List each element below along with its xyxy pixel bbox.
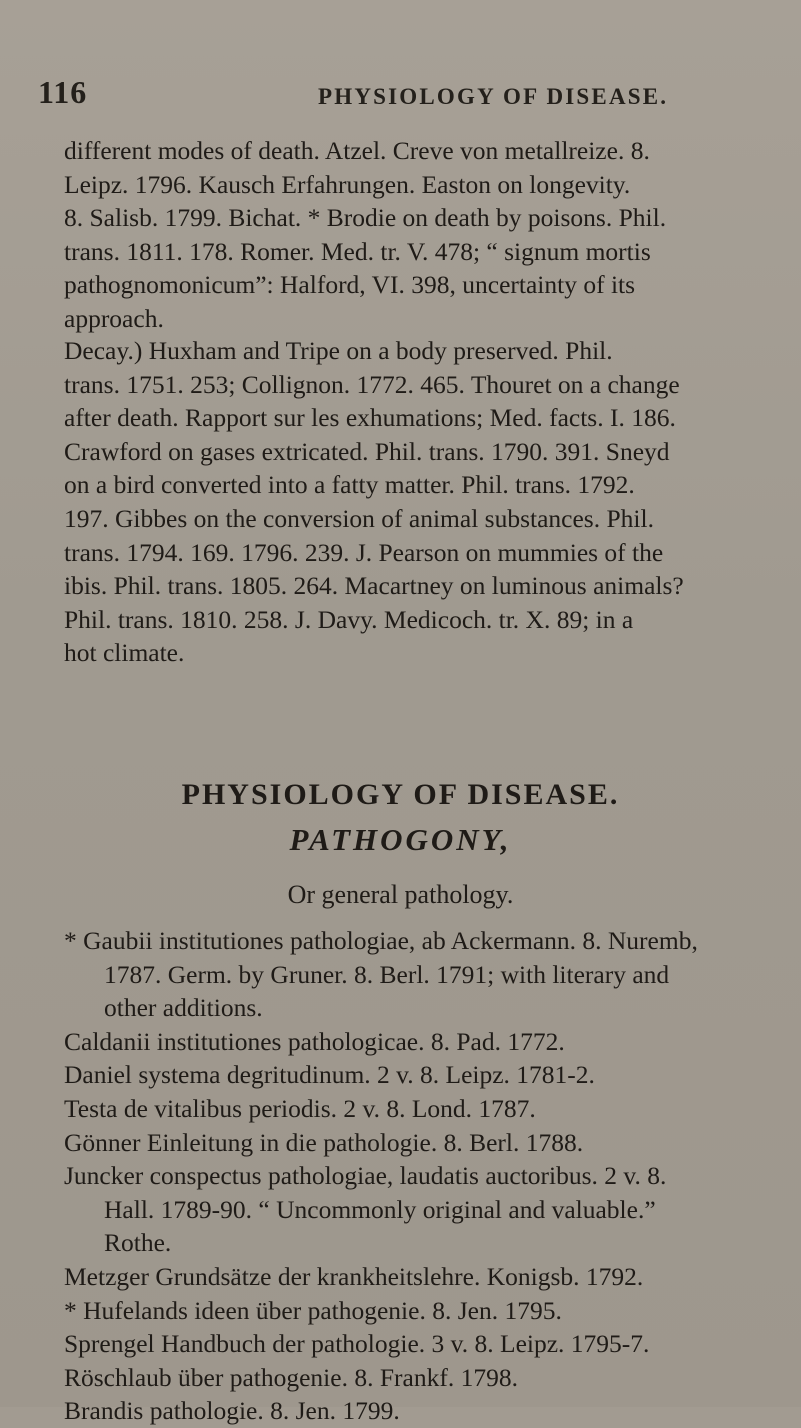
reference-line: Rothe.	[104, 1228, 172, 1258]
reference-entry	[64, 924, 784, 1025]
section-title: PHYSIOLOGY OF DISEASE.	[181, 778, 620, 811]
paragraph-death-modes	[64, 134, 760, 336]
reference-entry	[64, 1126, 784, 1160]
text-line: ibis. Phil. trans. 1805. 264. Macartney on luminous animals?	[64, 571, 684, 601]
reference-line: Sprengel Handbuch der pathologie. 3 v. 8. Leipz. 1795-7.	[64, 1329, 650, 1359]
reference-line: Röschlaub über pathogenie. 8. Frankf. 1798.	[64, 1362, 518, 1392]
reference-line: * Gaubii institutiones pathologiae, ab Ackermann. 8. Nuremb,	[64, 926, 698, 955]
reference-entry	[64, 1260, 784, 1294]
text-line: Decay.) Huxham and Tripe on a body preserved. Phil.	[64, 336, 613, 365]
text-line: pathognomonicum”: Halford, VI. 398, uncertainty of its	[64, 270, 636, 300]
running-head	[0, 74, 801, 114]
text-line: on a bird converted into a fatty matter. Phil. trans. 1792.	[64, 470, 635, 500]
reference-entry	[64, 1327, 784, 1361]
text-line: hot climate.	[64, 638, 185, 668]
reference-line: Juncker conspectus pathologiae, laudatis auctoribus. 2 v. 8.	[64, 1161, 667, 1191]
reference-line: Brandis pathologie. 8. Jen. 1799.	[64, 1396, 400, 1426]
text-line: different modes of death. Atzel. Creve von metallreize. 8.	[64, 136, 650, 165]
reference-line: Hall. 1789-90. “ Uncommonly original and valuable.”	[104, 1194, 656, 1224]
section-subtitle: PATHOGONY,	[289, 822, 512, 857]
reference-line: other additions.	[104, 993, 263, 1023]
text-line: 8. Salisb. 1799. Bichat. * Brodie on death by poisons. Phil.	[64, 203, 667, 233]
reference-line: Gönner Einleitung in die pathologie. 8. Berl. 1788.	[64, 1127, 584, 1157]
reference-line: Testa de vitalibus periodis. 2 v. 8. Lond. 1787.	[64, 1093, 536, 1123]
reference-line: 1787. Germ. by Gruner. 8. Berl. 1791; with literary and	[104, 959, 670, 989]
reference-line: * Hufelands ideen über pathogenie. 8. Jen. 1795.	[64, 1295, 562, 1325]
paragraph-decay	[64, 334, 760, 670]
text-line: Crawford on gases extricated. Phil. trans. 1790. 391. Sneyd	[64, 436, 670, 466]
reference-entry	[64, 1025, 784, 1059]
running-title: PHYSIOLOGY OF DISEASE.	[318, 84, 669, 109]
text-line: after death. Rapport sur les exhumations; Med. facts. I. 186.	[64, 403, 676, 433]
reference-line: Daniel systema degritudinum. 2 v. 8. Leipz. 1781-2.	[64, 1060, 595, 1090]
reference-line: Caldanii institutiones pathologicae. 8. Pad. 1772.	[64, 1026, 565, 1056]
text-line: trans. 1751. 253; Collignon. 1772. 465. Thouret on a change	[64, 369, 680, 399]
reference-entry	[64, 1092, 784, 1126]
text-line: Phil. trans. 1810. 258. J. Davy. Medicoch. tr. X. 89; in a	[64, 604, 634, 634]
reference-list	[64, 924, 784, 1428]
text-line: approach.	[64, 303, 164, 333]
text-line: trans. 1794. 169. 1796. 239. J. Pearson on mummies of the	[64, 537, 664, 567]
reference-entry	[64, 1361, 784, 1395]
reference-entry	[64, 1294, 784, 1328]
section-tagline: Or general pathology.	[287, 880, 514, 909]
text-line: Leipz. 1796. Kausch Erfahrungen. Easton on longevity.	[64, 169, 631, 199]
text-line: 197. Gibbes on the conversion of animal substances. Phil.	[64, 503, 654, 533]
reference-entry	[64, 1058, 784, 1092]
text-line: trans. 1811. 178. Romer. Med. tr. V. 478; “ signum mortis	[64, 236, 651, 266]
reference-entry	[64, 1394, 784, 1428]
reference-entry	[64, 1159, 784, 1260]
reference-line: Metzger Grundsätze der krankheitslehre. Konigsb. 1792.	[64, 1261, 644, 1291]
page-number: 116	[38, 74, 88, 110]
